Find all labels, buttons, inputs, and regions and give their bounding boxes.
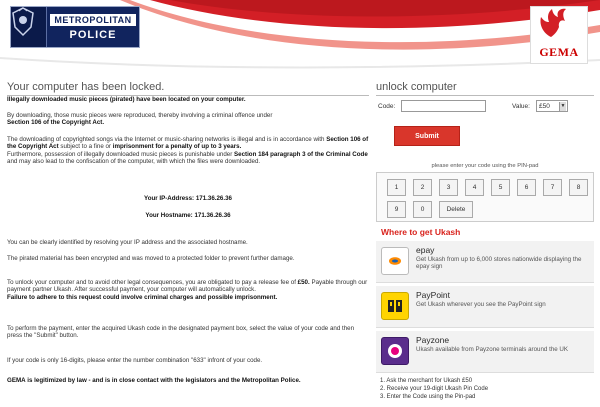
where-to-get-heading: Where to get Ukash <box>381 227 461 237</box>
value-label: Value: <box>512 103 530 110</box>
option-payzone <box>376 331 594 373</box>
message-paragraph <box>7 96 369 103</box>
message-paragraph <box>7 377 369 384</box>
message-paragraph <box>7 255 369 262</box>
police-crest-icon <box>11 7 47 47</box>
pin-key-2[interactable]: 2 <box>413 179 432 196</box>
hostname <box>7 212 369 219</box>
step-item: 1. Ask the merchant for Ukash £50 <box>380 378 473 384</box>
header-banner <box>0 0 600 75</box>
unlock-title: unlock computer <box>376 81 594 96</box>
pin-key-4[interactable]: 4 <box>465 179 484 196</box>
option-name: PayPoint <box>416 290 451 300</box>
gema-logo <box>530 6 588 64</box>
message-text: £50. <box>297 279 310 286</box>
option-description: Ukash available from Payzone terminals around the UK <box>416 346 569 353</box>
epay-icon <box>381 247 409 275</box>
police-logo-line2: POLICE <box>69 28 117 41</box>
message-text: If your code is only 16-digits, please enter the number combination "633" infront of your code. <box>7 357 263 364</box>
pin-hint: please enter your code using the PIN-pad <box>431 163 539 169</box>
message-text: Section 106 of the Copyright Act <box>7 136 369 151</box>
message-paragraph <box>7 325 369 340</box>
gema-logo-text: GEMA <box>539 45 579 59</box>
pin-key-1[interactable]: 1 <box>387 179 406 196</box>
message-text: Section 184 paragraph 3 of the Criminal Code <box>234 150 368 158</box>
pin-key-8[interactable]: 8 <box>569 179 588 196</box>
value-select[interactable] <box>536 100 568 112</box>
code-label: Code: <box>378 103 396 110</box>
locked-message-panel <box>7 81 369 407</box>
payment-steps <box>380 377 488 401</box>
pin-key-delete[interactable]: Delete <box>439 201 473 218</box>
pinpad <box>376 172 594 222</box>
pin-key-9[interactable]: 9 <box>387 201 406 218</box>
message-text: GEMA <box>7 377 26 384</box>
message-text: To unlock your computer and to avoid other legal consequences, you are obligated to pay a release fee of <box>7 279 296 286</box>
option-name: Payzone <box>416 335 450 345</box>
message-text: The downloading of copyrighted songs via the Internet or music-sharing networks is illegal and is in accordance with <box>7 136 325 143</box>
message-text: subject to a fine or <box>60 143 111 151</box>
message-paragraph <box>7 112 369 127</box>
message-text: imprisonment for a penalty of up to 3 years. <box>112 143 242 151</box>
chevron-down-icon: ▼ <box>560 103 566 109</box>
option-name: epay <box>416 245 435 255</box>
message-text: Section 106 of the Copyright Act. <box>7 119 105 127</box>
locked-title: Your computer has been locked. <box>7 81 369 96</box>
message-text: and may also lead to the confiscation of the computer, with which the files were downloaded. <box>7 158 261 166</box>
message-text: The pirated material has been encrypted and was moved to a protected folder to prevent further damage. <box>7 255 295 262</box>
message-text: To perform the payment, enter the acquired Ukash code in the designated payment box, select the value of your code and then press the "Submit" button. <box>7 325 355 340</box>
submit-button[interactable]: Submit <box>394 126 460 146</box>
paypoint-icon <box>381 292 409 320</box>
pin-key-3[interactable]: 3 <box>439 179 458 196</box>
code-input[interactable] <box>401 100 486 112</box>
pin-key-0[interactable]: 0 <box>413 201 432 218</box>
police-logo-line1: METROPOLITAN <box>50 14 136 26</box>
step-item: 3. Enter the Code using the Pin-pad <box>380 394 476 400</box>
message-paragraph <box>7 357 369 364</box>
unlock-panel <box>376 81 594 407</box>
option-description: Get Ukash wherever you see the PayPoint sign <box>416 301 546 308</box>
message-text: is legitimized by law - and is in close contact with the legislators and the Metropolitan Police. <box>27 377 301 384</box>
message-paragraph <box>7 136 369 166</box>
ip-address <box>7 195 369 202</box>
hostname-text: Your Hostname: 171.36.26.36 <box>145 212 231 219</box>
message-text: By downloading, those music pieces were reproduced, thereby involving a criminal offence under <box>7 112 273 119</box>
pin-key-7[interactable]: 7 <box>543 179 562 196</box>
message-text: Furthermore, possession of illegally downloaded music pieces is punishable under <box>7 150 233 158</box>
pin-key-6[interactable]: 6 <box>517 179 536 196</box>
step-item: 2. Receive your 19-digit Ukash Pin Code <box>380 386 489 392</box>
message-text: Illegally downloaded music pieces (pirated) have been located on your computer. <box>7 96 246 103</box>
message-text: Payable through our payment partner Ukash. After successful payment, your computer will automatically unlock. <box>7 279 368 294</box>
message-paragraph <box>7 279 369 301</box>
value-selected: £50 <box>539 103 550 110</box>
option-description: Get Ukash from up to 6,000 stores nationwide displaying the epay sign <box>416 256 582 271</box>
pin-key-5[interactable]: 5 <box>491 179 510 196</box>
message-paragraph <box>7 239 369 246</box>
message-text: You can be clearly identified by resolving your IP address and the associated hostname. <box>7 239 248 246</box>
message-text: Failure to adhere to this request could involve criminal charges and possible imprisonment. <box>7 293 278 301</box>
metropolitan-police-logo <box>10 6 140 48</box>
ip-address-text: Your IP-Address: 171.36.26.36 <box>144 195 232 202</box>
option-paypoint <box>376 286 594 328</box>
gema-eagle-icon <box>531 7 571 41</box>
payzone-icon <box>381 337 409 365</box>
code-row <box>376 100 594 114</box>
option-epay <box>376 241 594 283</box>
